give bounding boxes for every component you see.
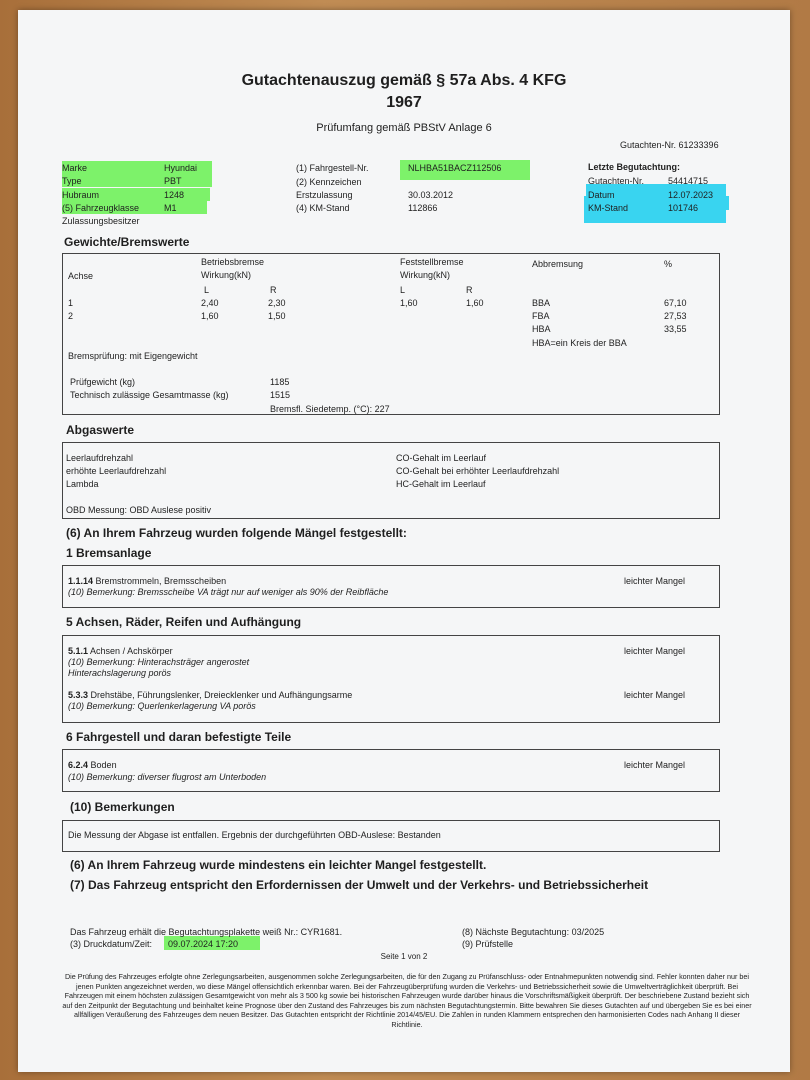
abgas-hc-leerlauf: HC-Gehalt im Leerlauf xyxy=(396,479,486,489)
col-betrieb-l: L xyxy=(204,285,210,295)
achse-2-betrieb-r: 1,50 xyxy=(268,311,286,321)
bemerkungen-text: Die Messung der Abgase ist entfallen. Ergebnis der durchgeführten OBD-Auslese: Bestanden xyxy=(68,830,441,840)
mangel-text: Achsen / Achskörper xyxy=(90,646,173,656)
section-bemerkungen: (10) Bemerkungen xyxy=(70,800,175,814)
abb-hba-value: 33,55 xyxy=(664,324,687,334)
betriebsbremse-wirkung: Wirkung(kN) xyxy=(201,270,252,280)
value-last-datum: 12.07.2023 xyxy=(668,190,714,200)
mangel-5-1-1-grade: leichter Mangel xyxy=(624,646,686,656)
section-bremsanlage: 1 Bremsanlage xyxy=(66,546,152,560)
label-kennzeichen: (2) Kennzeichen xyxy=(296,177,362,187)
label-last-km: KM-Stand xyxy=(588,203,629,213)
section-fahrgestell: 6 Fahrgestell und daran befestigte Teile xyxy=(66,730,292,744)
mangel-text: Boden xyxy=(90,760,117,770)
achse-1: 1 xyxy=(68,298,74,308)
mangel-5-1-1-note2: Hinterachslagerung porös xyxy=(68,668,172,678)
abb-bba-value: 67,10 xyxy=(664,298,687,308)
percent-header: % xyxy=(664,259,673,269)
value-last-km: 101746 xyxy=(668,203,699,213)
mangel-5-3-3 xyxy=(68,690,352,700)
pruefgewicht-value: 1185 xyxy=(270,377,290,387)
fahrgestell-box xyxy=(62,749,720,792)
report-subtitle: Prüfumfang gemäß PBStV Anlage 6 xyxy=(316,122,492,134)
abb-fba-label: FBA xyxy=(532,311,550,321)
mangel-code: 1.1.14 xyxy=(68,576,94,586)
report-year: 1967 xyxy=(386,94,422,111)
mangel-code: 5.1.1 xyxy=(68,646,89,656)
summary-mangel: (6) An Ihrem Fahrzeug wurde mindestens ein leichter Mangel festgestellt. xyxy=(70,858,487,872)
achse-header: Achse xyxy=(68,271,94,281)
report-document xyxy=(18,10,790,1072)
mangel-code: 5.3.3 xyxy=(68,690,89,700)
achse-1-fest-l: 1,60 xyxy=(400,298,418,308)
label-hubraum: Hubraum xyxy=(62,190,100,200)
section-abgas-title: Abgaswerte xyxy=(66,423,135,437)
value-hubraum: 1248 xyxy=(164,190,185,200)
pruefstelle-label: (9) Prüfstelle xyxy=(462,939,514,949)
value-km-stand: 112866 xyxy=(408,203,438,213)
achse-1-betrieb-r: 2,30 xyxy=(268,298,286,308)
label-marke: Marke xyxy=(62,163,88,173)
section-achsen: 5 Achsen, Räder, Reifen und Aufhängung xyxy=(66,615,302,629)
maengel-title: (6) An Ihrem Fahrzeug wurden folgende Mängel festgestellt: xyxy=(66,526,407,540)
letzte-begutachtung-title: Letzte Begutachtung: xyxy=(588,162,680,172)
hba-note: HBA=ein Kreis der BBA xyxy=(532,338,627,348)
mangel-1-1-14-note: (10) Bemerkung: Bremsscheibe VA trägt nur auf weniger als 90% der Reibfläche xyxy=(68,587,389,597)
feststellbremse-header: Feststellbremse xyxy=(400,257,464,267)
druckdatum-label: (3) Druckdatum/Zeit: xyxy=(70,939,153,949)
mangel-text: Drehstäbe, Führungslenker, Dreiecklenker und Aufhängungsarme xyxy=(90,690,353,700)
mangel-1-1-14-grade: leichter Mangel xyxy=(624,576,686,586)
achse-1-fest-r: 1,60 xyxy=(466,298,484,308)
siedetemp-text: Bremsfl. Siedetemp. (°C): 227 xyxy=(270,404,390,414)
achse-1-betrieb-l: 2,40 xyxy=(201,298,219,308)
label-fahrgestell: (1) Fahrgestell-Nr. xyxy=(296,163,369,173)
label-last-datum: Datum xyxy=(588,190,615,200)
mangel-6-2-4 xyxy=(68,760,117,770)
fine-print: Die Prüfung des Fahrzeuges erfolgte ohne Zerlegungsarbeiten, ausgenommen solche Zerlegungsarbeiten, die für den Zugang zu Prüfanschluss- oder Entnahmepunkten notwendig sind. Fehler konnten daher nur bei jenen Punkten angezeichnet werden, wo diese Mängel offensichtlich erkennbar waren. Bei der Fahrzeugüberprüfung wurden die Verkehrs- und Betriebssicherheit sowie die Umweltverträglichkeit überprüft. Bei Fahrzeugen mit einem höchsten zulässigen Gesamtgewicht von mehr als 3 500 kg sowie bei historischen Fahrzeugen wurde darüber hinaus die Vorschriftsmäßigkeit überprüft. Der beschriebene Zustand bezieht sich auf den Zeitpunkt der Begutachtung und beinhaltet keine Prognose über den Zustand des Fahrzeuges bis zum nächsten Begutachtungstermin. Bitte bewahren Sie dieses Gutachten auf und übergeben Sie es bei einer allfälligen Veräußerung des Fahrzeuges dem neuen Besitzer. Das Gutachten entspricht der Richtlinie 2014/45/EU. Die Zahlen in runden Klammern entsprechen den harmonisierten Codes nach Anhang II dieser Richtlinie. xyxy=(62,972,752,1029)
mangel-5-1-1 xyxy=(68,646,173,656)
druckdatum-value: 09.07.2024 17:20 xyxy=(168,939,239,949)
abgas-lambda: Lambda xyxy=(66,479,99,489)
mangel-5-1-1-note: (10) Bemerkung: Hinterachsträger angerostet xyxy=(68,657,250,667)
mangel-code: 6.2.4 xyxy=(68,760,89,770)
abgas-co-erhoeht: CO-Gehalt bei erhöhter Leerlaufdrehzahl xyxy=(396,466,560,476)
mangel-6-2-4-note: (10) Bemerkung: diverser flugrost am Unterboden xyxy=(68,772,267,782)
abgas-obd: OBD Messung: OBD Auslese positiv xyxy=(66,505,212,515)
label-erstzulassung: Erstzulassung xyxy=(296,190,353,200)
mangel-1-1-14 xyxy=(68,576,226,586)
label-last-gutachten: Gutachten-Nr. xyxy=(588,176,645,186)
label-zulassungsbesitzer: Zulassungsbesitzer xyxy=(62,216,140,226)
abb-fba-value: 27,53 xyxy=(664,311,687,321)
value-type: PBT xyxy=(164,176,182,186)
page-indicator: Seite 1 von 2 xyxy=(380,952,428,961)
col-fest-l: L xyxy=(400,285,406,295)
abgas-erhoehte-drehzahl: erhöhte Leerlaufdrehzahl xyxy=(66,466,167,476)
mangel-text: Bremstrommeln, Bremsscheiben xyxy=(95,576,227,586)
col-betrieb-r: R xyxy=(270,285,277,295)
achse-2: 2 xyxy=(68,311,74,321)
mangel-5-3-3-grade: leichter Mangel xyxy=(624,690,686,700)
abgas-co-leerlauf: CO-Gehalt im Leerlauf xyxy=(396,453,487,463)
abb-bba-label: BBA xyxy=(532,298,551,308)
plakette-text: Das Fahrzeug erhält die Begutachtungsplakette weiß Nr.: CYR1681. xyxy=(70,927,343,937)
value-erstzulassung: 30.03.2012 xyxy=(408,190,454,200)
col-fest-r: R xyxy=(466,285,473,295)
summary-verkehrssicherheit: (7) Das Fahrzeug entspricht den Erfordernissen der Umwelt und der Verkehrs- und Betriebssicherheit xyxy=(70,878,649,892)
highlight xyxy=(62,174,212,187)
value-marke: Hyundai xyxy=(164,163,198,173)
value-fahrzeugklasse: M1 xyxy=(164,203,177,213)
abb-hba-label: HBA xyxy=(532,324,551,334)
betriebsbremse-header: Betriebsbremse xyxy=(201,257,265,267)
report-number: Gutachten-Nr. 61233396 xyxy=(620,140,719,150)
label-fahrzeugklasse: (5) Fahrzeugklasse xyxy=(62,203,140,213)
value-fahrgestell: NLHBA51BACZ112506 xyxy=(408,163,502,173)
label-type: Type xyxy=(62,176,82,186)
report-title: Gutachtenauszug gemäß § 57a Abs. 4 KFG xyxy=(241,72,567,89)
abgas-leerlaufdrehzahl: Leerlaufdrehzahl xyxy=(66,453,134,463)
mangel-5-3-3-note: (10) Bemerkung: Querlenkerlagerung VA porös xyxy=(68,701,256,711)
gesamtmasse-label: Technisch zulässige Gesamtmasse (kg) xyxy=(70,390,229,400)
bremspruefung-text: Bremsprüfung: mit Eigengewicht xyxy=(68,351,198,361)
abbremsung-header: Abbremsung xyxy=(532,259,584,269)
gesamtmasse-value: 1515 xyxy=(270,390,291,400)
pruefgewicht-label: Prüfgewicht (kg) xyxy=(70,377,136,387)
achse-2-betrieb-l: 1,60 xyxy=(201,311,219,321)
feststellbremse-wirkung: Wirkung(kN) xyxy=(400,270,451,280)
naechste-begutachtung: (8) Nächste Begutachtung: 03/2025 xyxy=(462,927,605,937)
mangel-6-2-4-grade: leichter Mangel xyxy=(624,760,686,770)
section-gewichte-title: Gewichte/Bremswerte xyxy=(64,235,190,249)
value-last-gutachten: 54414715 xyxy=(668,176,709,186)
label-km-stand: (4) KM-Stand xyxy=(296,203,350,213)
